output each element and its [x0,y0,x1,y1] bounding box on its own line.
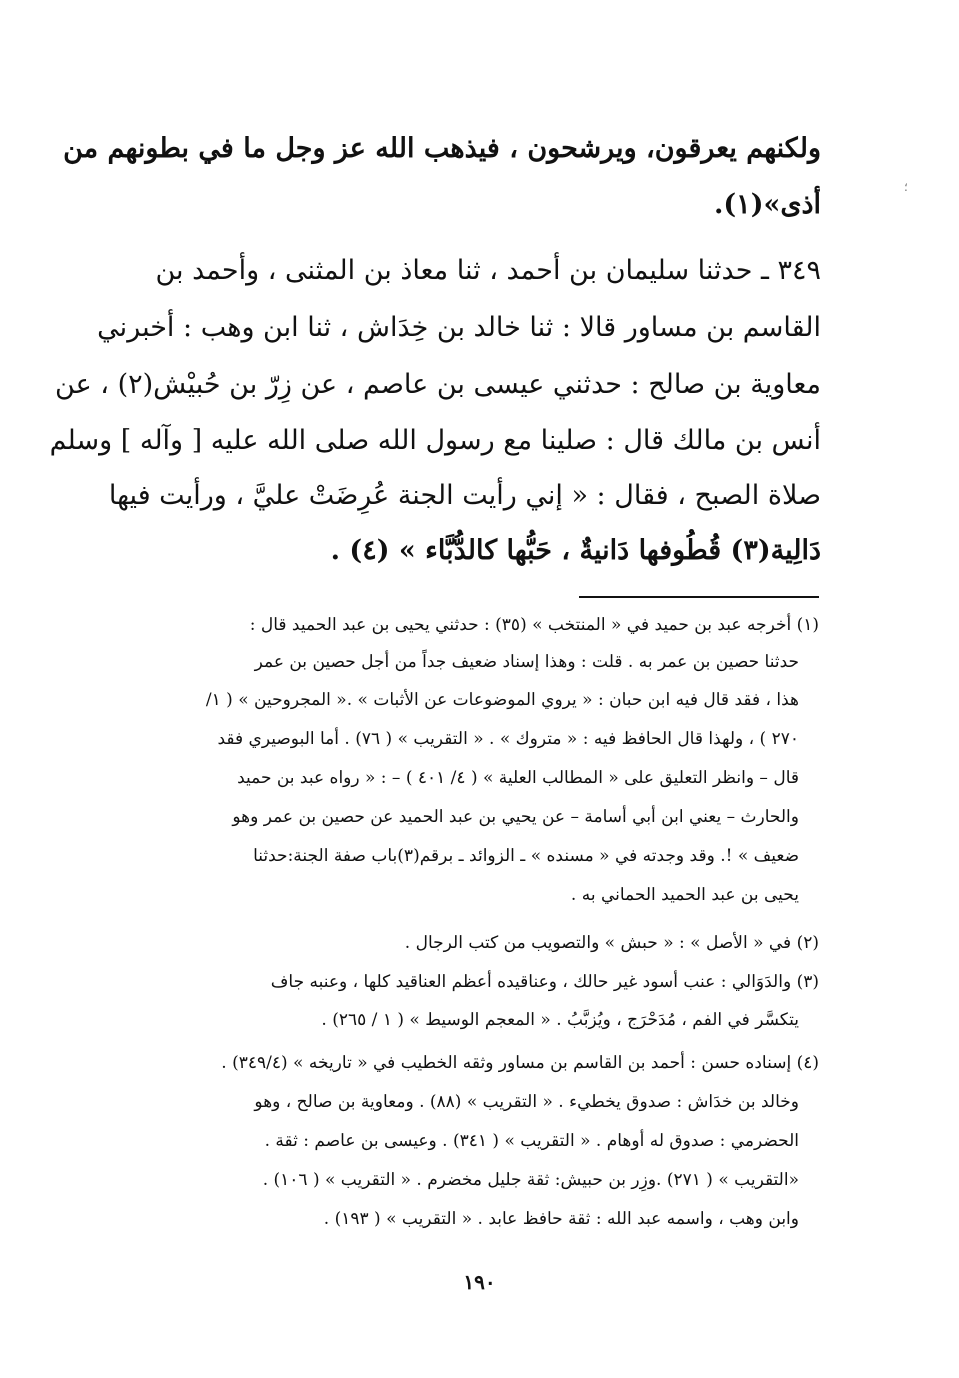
footnote-3-line: (٣) والدَوَالي : عنب أسود غير حالك ، وعناقيده أعظم العناقيد كلها ، وعنبه جاف [270,972,819,992]
footnote-2-line: (٢) في « الأصل » : « حبش » والتصويب من كتب الرجال . [404,933,819,953]
footnote-1-line: ضعيف » !. وقد وجدته في « مسنده » ـ الزوائد ـ برقم(٣)باب صفة الجنة:حدثنا [253,846,799,866]
page-number: ١٩٠ [463,1270,496,1294]
footnote-separator [579,596,819,598]
footnote-1-line: (١) أخرجه عبد بن حميد في « المنتخب » (٣٥) : حدثني يحيى بن عبد الحميد قال : [249,615,819,635]
main-line-1: ولكنهم يعرقون، ويرشحون ، فيذهب الله عز وجل ما في بطونهم من [63,133,821,164]
footnote-1-line: هذا ، فقد قال فيه ابن حبان : « يروي الموضوعات عن الأثبات » .« المجروحين » ( ١/ [205,690,799,710]
footnote-4-line: (٤) إسناده حسن : أحمد بن القاسم بن مساور وثقه الخطيب في « تاريخه » (٣٤٩/٤) . [221,1053,819,1073]
hadith-349-line-4: أنس بن مالك قال : صلينا مع رسول الله صلى الله عليه [ وآله ] وسلم [49,425,821,456]
footnote-4-line: وابن وهب ، واسمه عبد الله : ثقة حافظ عابد . « التقريب » ( ١٩٣) . [323,1209,799,1229]
footnote-1-line: حدثنا حصين بن عمر به . قلت : وهذا إسناد ضعيف جداً من أجل حصين بن عمر [254,652,799,672]
hadith-349-line-5: صلاة الصبح ، فقال : « إني رأيت الجنة عُرِضَتْ عليَّ ، ورأيت فيها [108,480,821,511]
footnote-4-line: الحضرمي : صدوق له أوهام . « التقريب » ( ٣٤١) . وعيسى بن عاصم : ثقة . [264,1131,799,1151]
main-line-2: أذى»(١). [713,189,821,220]
hadith-349-line-1: ٣٤٩ ـ حدثنا سليمان بن أحمد ، ثنا معاذ بن المثنى ، وأحمد بن [155,255,821,286]
hadith-349-line-6: دَالِية(٣) قُطُوفها دَانيةٌ ، حَبُّها كالدُّبَّاء » (٤) . [330,535,821,566]
footnote-1-line: ٢٧٠ ) ، ولهذا قال الحافظ فيه : « متروك » . « التقريب » ( ٧٦) . أما البوصيري فقد [217,729,799,749]
hadith-349-line-2: القاسم بن مساور قالا : ثنا خالد بن خِدَاش ، ثنا ابن وهب : أخبرني [97,312,821,343]
footnote-4-line: «التقريب » ( ٢٧١) .وزِر بن حبيش: ثقة جليل مخضرم . « التقريب » ( ١٠٦) . [262,1170,799,1190]
margin-mark: ؛ [904,180,908,194]
footnote-1-line: يحيى بن عبد الحميد الحماني به . [570,885,799,905]
footnote-3-line: يتكسَّر في الفم ، مُدَحْرَج ، ويُزبَّبُ . « المعجم الوسيط » ( ١ / ٢٦٥) . [321,1010,799,1030]
footnote-4-line: وخالد بن خدَاش : صدوق يخطيء . « التقريب » (٨٨) . ومعاوية بن صالح ، وهو [254,1092,799,1112]
footnote-1-line: قال – وانظر التعليق على « المطالب العلية » ( ٤/ ٤٠١ ) – : « رواه عبد بن حميد [237,768,799,788]
footnote-1-line: والحارث – يعني ابن أبي أسامة – عن يحيي بن عبد الحميد عن حصين بن عمر وهو [232,807,799,827]
hadith-349-line-3: معاوية بن صالح : حدثني عيسى بن عاصم ، عن زِرّ بن حُبيْش(٢) ، عن [55,369,821,400]
